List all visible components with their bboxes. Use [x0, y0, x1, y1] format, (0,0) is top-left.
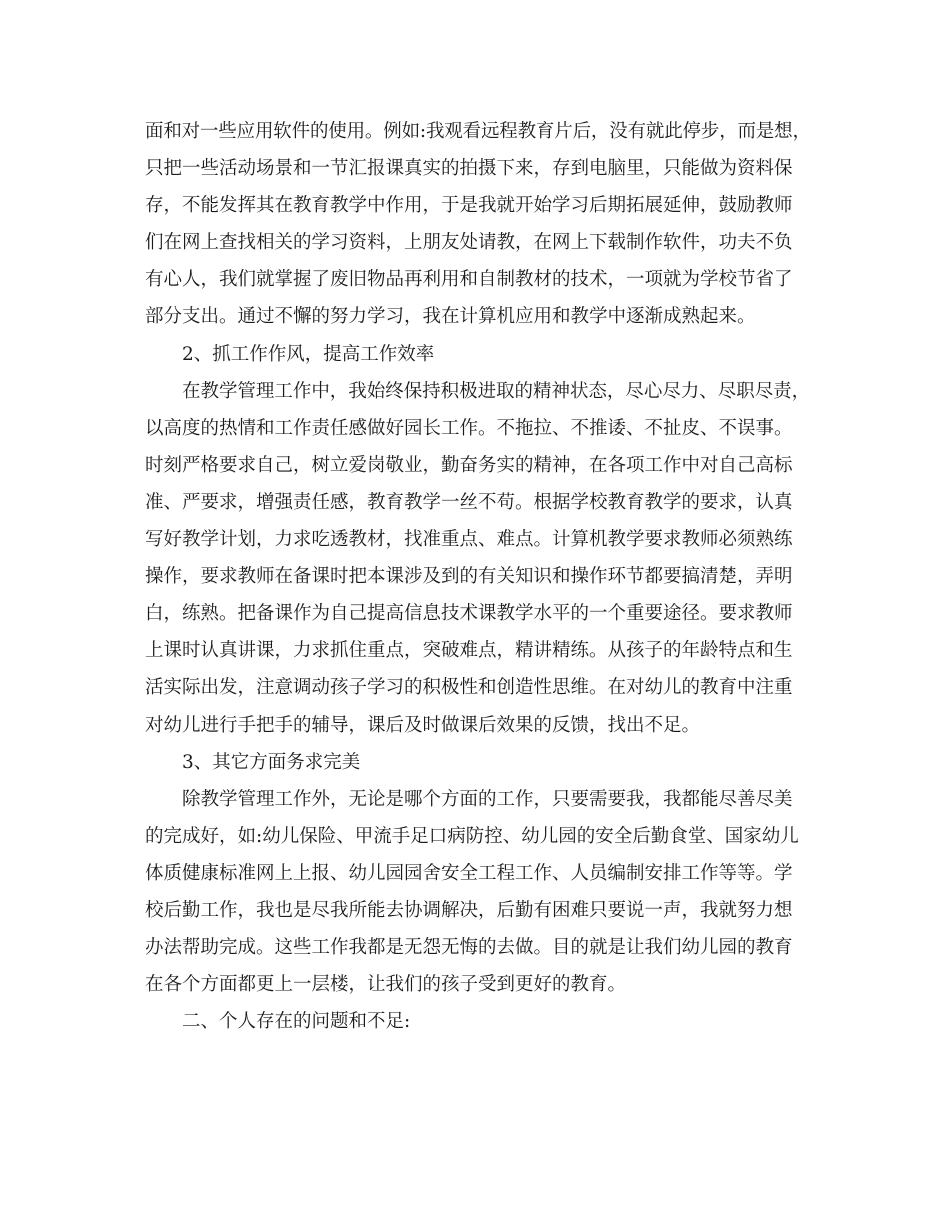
paragraph-start-line: 3、其它方面务求完美 — [182, 751, 361, 773]
paragraph-start-line: 二、个人存在的问题和不足: — [182, 1011, 411, 1033]
text-line: 上课时认真讲课，力求抓住重点，突破难点，精讲精练。从孩子的年龄特点和生 — [145, 640, 793, 662]
text-line: 部分支出。通过不懈的努力学习，我在计算机应用和教学中逐渐成熟起来。 — [145, 306, 756, 328]
text-line: 写好教学计划，力求吃透教材，找准重点、难点。计算机教学要求教师必须熟练 — [145, 529, 793, 551]
paragraph-start-line: 除教学管理工作外，无论是哪个方面的工作，只要需要我，我都能尽善尽美 — [182, 788, 793, 810]
text-line: 体质健康标准网上上报、幼儿园园舍安全工程工作、人员编制安排工作等等。学 — [145, 862, 793, 884]
document-body — [145, 113, 810, 1040]
text-line: 面和对一些应用软件的使用。例如:我观看远程教育片后，没有就此停步，而是想， — [145, 121, 811, 142]
text-line: 办法帮助完成。这些工作我都是无怨无悔的去做。目的就是让我们幼儿园的教育 — [145, 937, 793, 959]
text-line: 对幼儿进行手把手的辅导，课后及时做课后效果的反馈，找出不足。 — [145, 714, 701, 736]
paragraph-start-line: 2、抓工作作风，提高工作效率 — [182, 343, 435, 365]
text-line: 准、严要求，增强责任感，教育教学一丝不苟。根据学校教育教学的要求，认真 — [145, 491, 793, 513]
text-line: 活实际出发，注意调动孩子学习的积极性和创造性思维。在对幼儿的教育中注重 — [145, 677, 793, 699]
text-line: 以高度的热情和工作责任感做好园长工作。不拖拉、不推诿、不扯皮、不误事。 — [145, 417, 793, 439]
text-line: 只把一些活动场景和一节汇报课真实的拍摄下来，存到电脑里，只能做为资料保 — [145, 158, 793, 180]
text-line: 的完成好，如:幼儿保险、甲流手足口病防控、幼儿园的安全后勤食堂、国家幼儿 — [145, 825, 799, 847]
text-line: 有心人，我们就掌握了废旧物品再利用和自制教材的技术，一项就为学校节省了 — [145, 269, 793, 291]
text-line: 在各个方面都更上一层楼，让我们的孩子受到更好的教育。 — [145, 974, 627, 996]
text-line: 时刻严格要求自己，树立爱岗敬业，勤奋务实的精神，在各项工作中对自己高标 — [145, 454, 793, 476]
text-line: 白，练熟。把备课作为自己提高信息技术课教学水平的一个重要途径。要求教师 — [145, 603, 793, 625]
text-line: 存，不能发挥其在教育教学中作用，于是我就开始学习后期拓展延伸，鼓励教师 — [145, 195, 793, 217]
text-line: 操作，要求教师在备课时把本课涉及到的有关知识和操作环节都要搞清楚，弄明 — [145, 566, 793, 588]
text-line: 们在网上查找相关的学习资料，上朋友处请教，在网上下载制作软件，功夫不负 — [145, 232, 793, 254]
text-line: 校后勤工作，我也是尽我所能去协调解决，后勤有困难只要说一声，我就努力想 — [145, 899, 793, 921]
paragraph-start-line: 在教学管理工作中，我始终保持积极进取的精神状态，尽心尽力、尽职尽责， — [182, 380, 811, 402]
